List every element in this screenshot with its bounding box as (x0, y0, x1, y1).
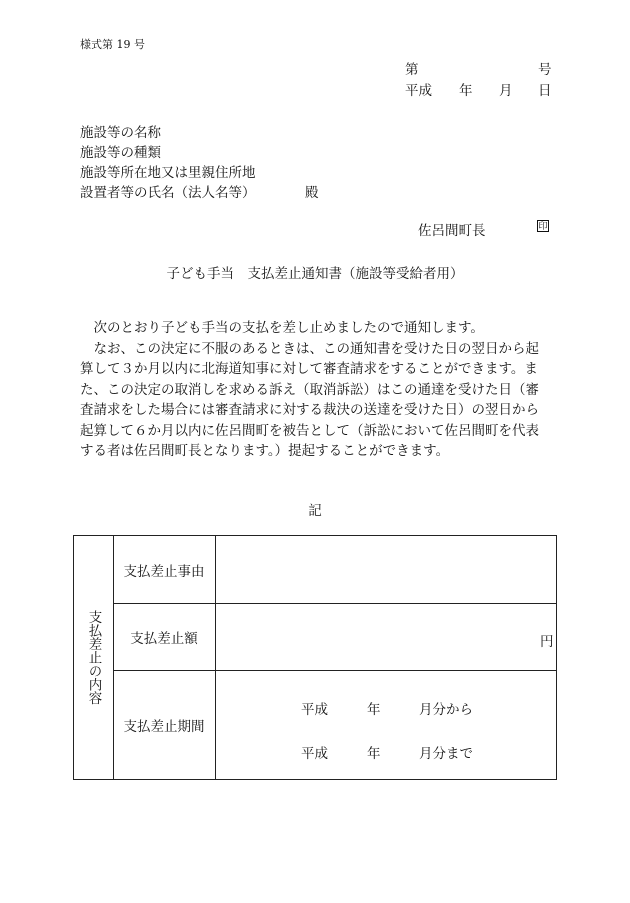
period-to-era: 平成 (301, 746, 328, 762)
side-label: 支払差止の内容 (85, 610, 102, 705)
period-from-month: 月分から (419, 702, 473, 718)
honorific: 殿 (305, 185, 319, 201)
period-from-era: 平成 (301, 702, 328, 718)
form-number: 様式第 19 号 (80, 38, 145, 51)
mayor-title: 佐呂間町長 (418, 223, 486, 239)
facility-address-label: 施設等所在地又は里親住所地 (80, 165, 256, 181)
doc-number-prefix: 第 (405, 62, 419, 78)
date-month-unit: 月 (499, 83, 513, 99)
body-paragraph-1: 次のとおり子ども手当の支払を差し止めましたので通知します。 (93, 320, 484, 336)
details-table (73, 535, 557, 780)
document-title: 子ども手当 支払差止通知書（施設等受給者用） (166, 266, 464, 282)
body-paragraph-2: なお、この決定に不服のあるときは、この通知書を受けた日の翌日から起算して３か月以内に北海道知事に対して審査請求をすることができます。また、この決定の取消しを求める訴え（取消訴訟）はこの通達を受けた日（審査請求をした場合には審査請求に対する裁決の送達を受けた日）の翌日から起算して６か月以内に佐呂間町を被告として（訴訟において佐呂間町を代表する者は佐呂間町長となります。）提起することができます。 (80, 340, 539, 459)
ki-heading: 記 (308, 503, 322, 519)
date-year-unit: 年 (459, 83, 473, 99)
founder-name-label: 設置者等の氏名（法人名等） (80, 185, 256, 201)
row-amount-label: 支払差止額 (130, 630, 198, 647)
amount-unit: 円 (540, 634, 554, 650)
date-era: 平成 (405, 83, 432, 99)
body-text (80, 318, 550, 462)
seal-icon: 印 (538, 222, 548, 232)
date-day-unit: 日 (538, 83, 552, 99)
doc-number-suffix: 号 (538, 62, 552, 78)
period-to-month: 月分まで (419, 746, 473, 762)
row-period-label: 支払差止期間 (123, 718, 205, 735)
period-from-year: 年 (367, 702, 381, 718)
period-to-year: 年 (367, 746, 381, 762)
side-label-cell (74, 536, 113, 779)
table-divider (215, 536, 216, 779)
facility-name-label: 施設等の名称 (80, 125, 161, 141)
row-reason-label: 支払差止事由 (123, 563, 205, 580)
facility-type-label: 施設等の種類 (80, 145, 161, 161)
